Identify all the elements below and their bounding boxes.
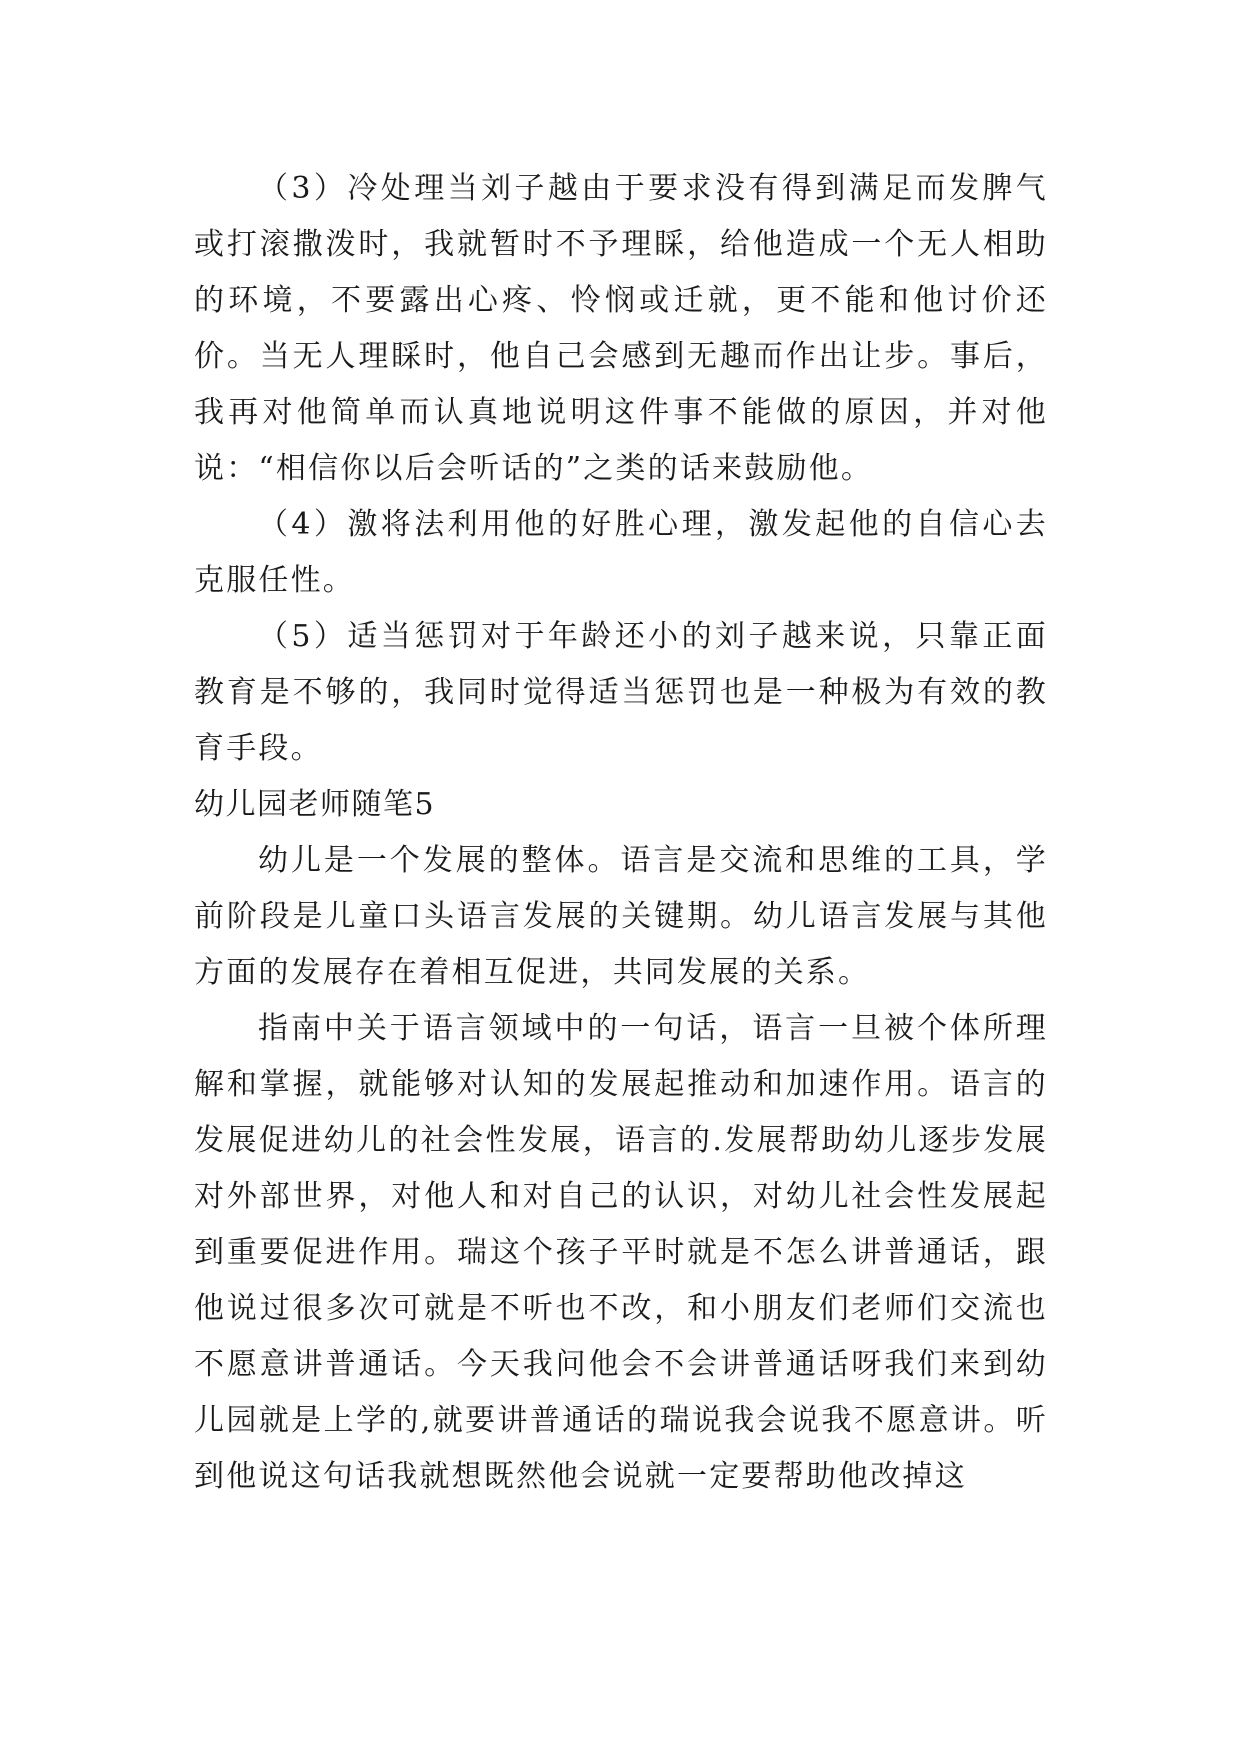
- paragraph-language-development: 幼儿是一个发展的整体。语言是交流和思维的工具，学前阶段是儿童口头语言发展的关键期。幼儿语言发展与其他方面的发展存在着相互促进，共同发展的关系。: [194, 843, 1048, 990]
- document-body: [194, 161, 1048, 1505]
- section-title: 幼儿园老师随笔5: [194, 787, 436, 822]
- paragraph-cold-treatment: （3）冷处理当刘子越由于要求没有得到满足而发脾气或打滚撒泼时，我就暂时不予理睬，给他造成一个无人相助的环境，不要露出心疼、怜悯或迁就，更不能和他讨价还价。当无人理睬时，他自己会感到无趣而作出让步。事后，我再对他简单而认真地说明这件事不能做的原因，并对他说：“相信你以后会听话的”之类的话来鼓励他。: [194, 171, 1048, 486]
- paragraph-guide-language-domain: 指南中关于语言领域中的一句话，语言一旦被个体所理解和掌握，就能够对认知的发展起推动和加速作用。语言的发展促进幼儿的社会性发展，语言的.发展帮助幼儿逐步发展对外部世界，对他人和对自己的认识，对幼儿社会性发展起到重要促进作用。瑞这个孩子平时就是不怎么讲普通话，跟他说过很多次可就是不听也不改，和小朋友们老师们交流也不愿意讲普通话。今天我问他会不会讲普通话呀我们来到幼儿园就是上学的,就要讲普通话的瑞说我会说我不愿意讲。听到他说这句话我就想既然他会说就一定要帮助他改掉这: [194, 1011, 1048, 1494]
- paragraph-provocation-method: （4）激将法利用他的好胜心理，激发起他的自信心去克服任性。: [194, 507, 1048, 598]
- paragraph-appropriate-punishment: （5）适当惩罚对于年龄还小的刘子越来说，只靠正面教育是不够的，我同时觉得适当惩罚也是一种极为有效的教育手段。: [194, 619, 1048, 766]
